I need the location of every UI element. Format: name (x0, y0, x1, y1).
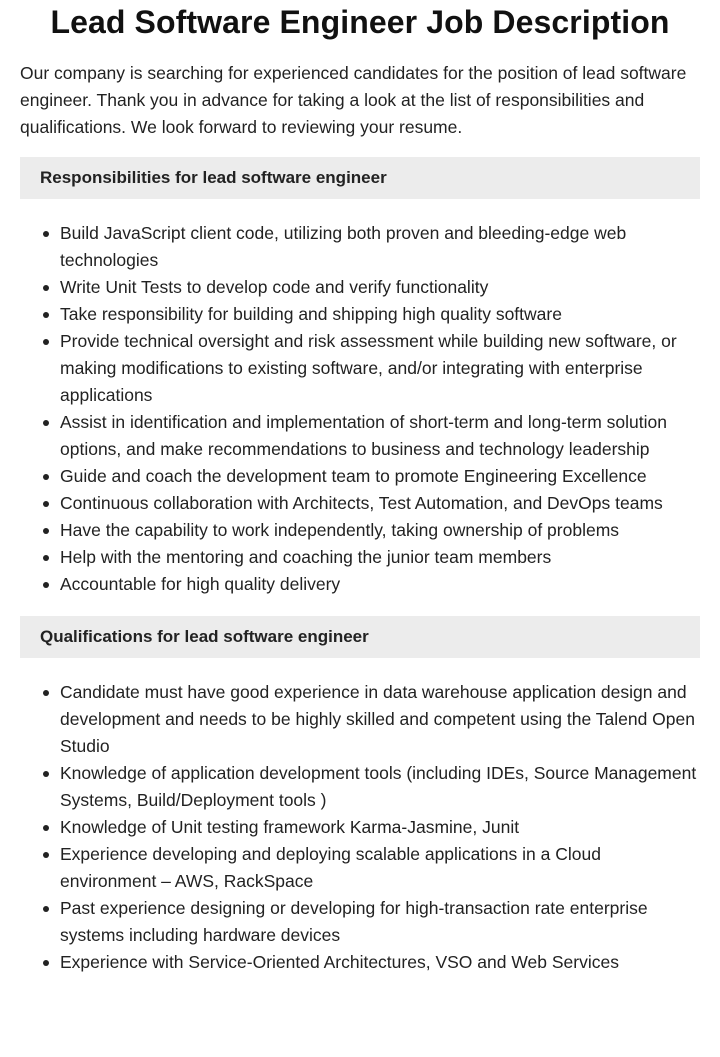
list-item-text: Accountable for high quality delivery (60, 574, 341, 594)
list-item (60, 571, 700, 598)
list-item-text: Experience with Service-Oriented Architectures, VSO and Web Services (60, 952, 619, 972)
bullet-icon (43, 960, 49, 966)
list-item (60, 760, 700, 814)
bullet-icon (43, 825, 49, 831)
list-item (60, 409, 700, 463)
bullet-icon (43, 285, 49, 291)
list-item-text: Guide and coach the development team to promote Engineering Excellence (60, 466, 647, 486)
list-item (60, 841, 700, 895)
list-item (60, 463, 700, 490)
list-item (60, 301, 700, 328)
list-item-text: Assist in identification and implementation of short-term and long-term solution options, and make recommendations to business and technology leadership (60, 412, 667, 459)
qualifications-heading: Qualifications for lead software engineer (20, 616, 700, 658)
bullet-icon (43, 582, 49, 588)
responsibilities-list (20, 220, 700, 598)
list-item (60, 544, 700, 571)
list-item-text: Past experience designing or developing for high-transaction rate enterprise systems including hardware devices (60, 898, 648, 945)
bullet-icon (43, 528, 49, 534)
list-item (60, 679, 700, 760)
list-item-text: Provide technical oversight and risk assessment while building new software, or making modifications to existing software, and/or integrating with enterprise applications (60, 331, 677, 405)
list-item (60, 517, 700, 544)
list-item-text: Knowledge of application development tools (including IDEs, Source Management Systems, Build/Deployment tools ) (60, 763, 697, 810)
bullet-icon (43, 852, 49, 858)
list-item-text: Candidate must have good experience in data warehouse application design and development and needs to be highly skilled and competent using the Talend Open Studio (60, 682, 695, 756)
list-item (60, 895, 700, 949)
bullet-icon (43, 474, 49, 480)
list-item (60, 949, 700, 976)
bullet-icon (43, 339, 49, 345)
list-item-text: Experience developing and deploying scalable applications in a Cloud environment – AWS, RackSpace (60, 844, 601, 891)
list-item (60, 274, 700, 301)
bullet-icon (43, 501, 49, 507)
intro-paragraph: Our company is searching for experienced candidates for the position of lead software engineer. Thank you in advance for taking a look at the list of responsibilities and qualifications. We look forward to reviewing your resume. (20, 63, 687, 137)
list-item (60, 328, 700, 409)
list-item-text: Take responsibility for building and shipping high quality software (60, 304, 562, 324)
bullet-icon (43, 906, 49, 912)
bullet-icon (43, 555, 49, 561)
list-item-text: Have the capability to work independently, taking ownership of problems (60, 520, 620, 540)
bullet-icon (43, 231, 49, 237)
list-item-text: Build JavaScript client code, utilizing both proven and bleeding-edge web technologies (60, 223, 627, 270)
list-item-text: Continuous collaboration with Architects, Test Automation, and DevOps teams (60, 493, 663, 513)
page-title: Lead Software Engineer Job Description (50, 4, 670, 40)
list-item-text: Help with the mentoring and coaching the junior team members (60, 547, 552, 567)
bullet-icon (43, 771, 49, 777)
bullet-icon (43, 420, 49, 426)
list-item-text: Knowledge of Unit testing framework Karma-Jasmine, Junit (60, 817, 520, 837)
responsibilities-heading: Responsibilities for lead software engineer (20, 157, 700, 199)
list-item (60, 220, 700, 274)
qualifications-list (20, 679, 700, 976)
list-item (60, 814, 700, 841)
bullet-icon (43, 690, 49, 696)
bullet-icon (43, 312, 49, 318)
list-item (60, 490, 700, 517)
list-item-text: Write Unit Tests to develop code and verify functionality (60, 277, 489, 297)
